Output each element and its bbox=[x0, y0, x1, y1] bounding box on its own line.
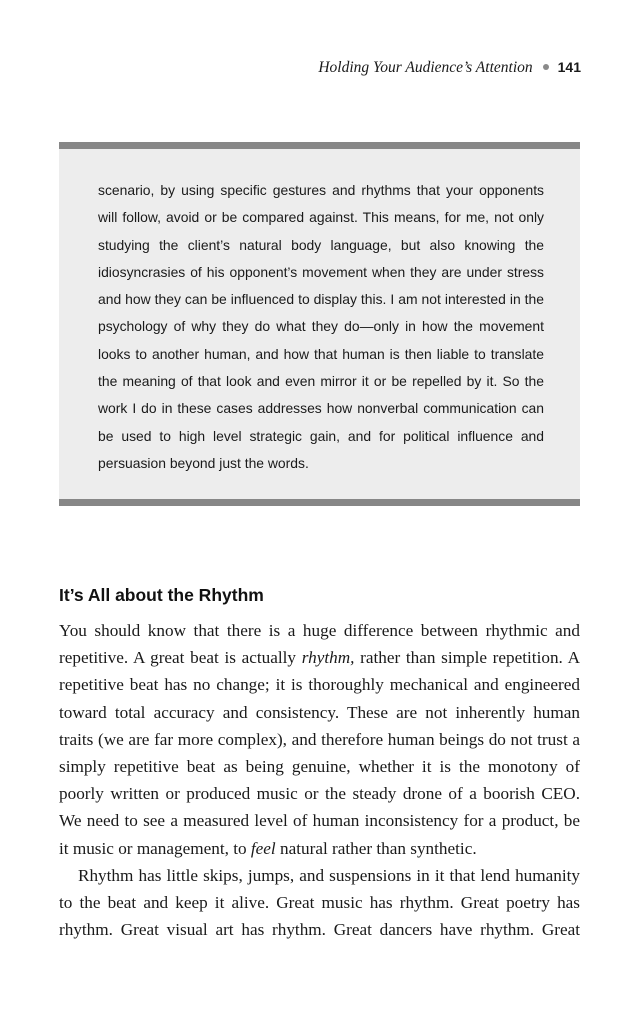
running-title: Holding Your Audience’s Attention bbox=[318, 59, 533, 76]
page-number: 141 bbox=[557, 59, 581, 75]
paragraph-1 bbox=[59, 617, 580, 862]
paragraph-1-text-b: rather than simple repetition. A repetitive beat has no change; it is thoroughly mechanical and engineered toward total accuracy and consistency. These are not inherently human traits (we are far more complex), and therefore human beings do not trust a simply repetitive beat as being genuine, whether it is the monotony of poorly written or produced music or the steady drone of a boorish CEO. We need to see a measured level of human inconsistency for a product, be it music or management, to bbox=[59, 648, 580, 858]
sidebar-text: scenario, by using specific gestures and rhythms that your opponents will follow, avoid or be compared against. This means, for me, not only studying the client’s natural body language, but also knowing the idiosyncrasies of his opponent’s movement when they are under stress and how they can be influenced to display this. I am not interested in the psychology of why they do what they do—only in how the movement looks to another human, and how that human is then liable to translate the meaning of that look and even mirror it or be repelled by it. So the work I do in these cases addresses how nonverbal communication can be used to high level strategic gain, and for political influence and persuasion beyond just the words. bbox=[98, 182, 544, 471]
running-head bbox=[318, 57, 581, 78]
sidebar-box bbox=[59, 142, 580, 506]
paragraph-1-text-c: natural rather than synthetic. bbox=[275, 838, 477, 858]
paragraph-1-text-a: You should know that there is a huge difference between rhythmic and repetitive. A great beat is actually bbox=[59, 621, 580, 668]
emphasis-feel: feel bbox=[250, 838, 276, 858]
paragraph-2: Rhythm has little skips, jumps, and suspensions in it that lend humanity to the beat and keep it alive. Great music has rhythm. Great poetry has rhythm. Great visual art has rhythm. Great dancers have rhythm. Great bbox=[59, 865, 580, 940]
body-text bbox=[59, 617, 580, 943]
bullet-separator-icon bbox=[543, 64, 549, 70]
section-heading: It’s All about the Rhythm bbox=[59, 585, 264, 605]
emphasis-rhythm: rhythm, bbox=[301, 648, 355, 668]
